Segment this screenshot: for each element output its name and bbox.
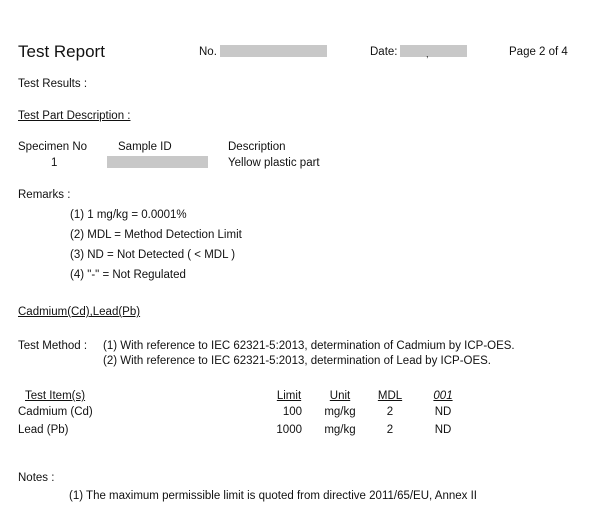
- row-unit: mg/kg: [324, 406, 356, 418]
- note-item: (1) The maximum permissible limit is quoted from directive 2011/65/EU, Annex II: [69, 490, 477, 502]
- notes-label: Notes :: [18, 472, 55, 484]
- description-value: Yellow plastic part: [228, 157, 320, 169]
- test-method-line: (1) With reference to IEC 62321-5:2013, determination of Cadmium by ICP-OES.: [103, 340, 515, 352]
- remark-item: (3) ND = Not Detected ( < MDL ): [70, 249, 236, 261]
- part-description-heading: Test Part Description :: [18, 110, 131, 122]
- th-unit: Unit: [329, 390, 351, 402]
- col-sample-id: Sample ID: [118, 141, 172, 153]
- section-heading: Cadmium(Cd),Lead(Pb): [18, 306, 141, 318]
- report-title: Test Report: [18, 42, 105, 61]
- specimen-no-value: 1: [51, 157, 58, 169]
- report-number-redacted: [220, 45, 327, 57]
- row-item: Cadmium (Cd): [18, 406, 93, 418]
- report-date-separator: ,: [426, 49, 429, 59]
- page-indicator: Page 2 of 4: [509, 46, 568, 58]
- th-mdl: MDL: [377, 390, 403, 402]
- sample-id-redacted: [107, 156, 208, 168]
- report-date-label: Date:: [370, 46, 398, 58]
- col-description: Description: [228, 141, 286, 153]
- test-method-line: (2) With reference to IEC 62321-5:2013, determination of Lead by ICP-OES.: [103, 355, 492, 367]
- col-specimen-no: Specimen No: [18, 141, 88, 153]
- test-results-label: Test Results :: [18, 78, 88, 90]
- remark-item: (2) MDL = Method Detection Limit: [70, 229, 242, 241]
- test-method-label: Test Method :: [18, 340, 88, 352]
- row-limit: 100: [282, 406, 302, 418]
- remarks-label: Remarks :: [18, 189, 71, 201]
- row-result: ND: [434, 406, 452, 418]
- report-number-label: No.: [199, 46, 217, 58]
- row-mdl: 2: [386, 424, 394, 436]
- row-item: Lead (Pb): [18, 424, 69, 436]
- report-date-redacted: [400, 45, 467, 57]
- row-mdl: 2: [386, 406, 394, 418]
- row-result: ND: [434, 424, 452, 436]
- row-unit: mg/kg: [324, 424, 356, 436]
- th-limit: Limit: [276, 390, 302, 402]
- remark-item: (1) 1 mg/kg = 0.0001%: [70, 209, 187, 221]
- remark-item: (4) "-" = Not Regulated: [70, 269, 186, 281]
- row-limit: 1000: [276, 424, 302, 436]
- th-test-items: Test Item(s): [25, 390, 86, 402]
- th-sample-001: 001: [433, 390, 453, 402]
